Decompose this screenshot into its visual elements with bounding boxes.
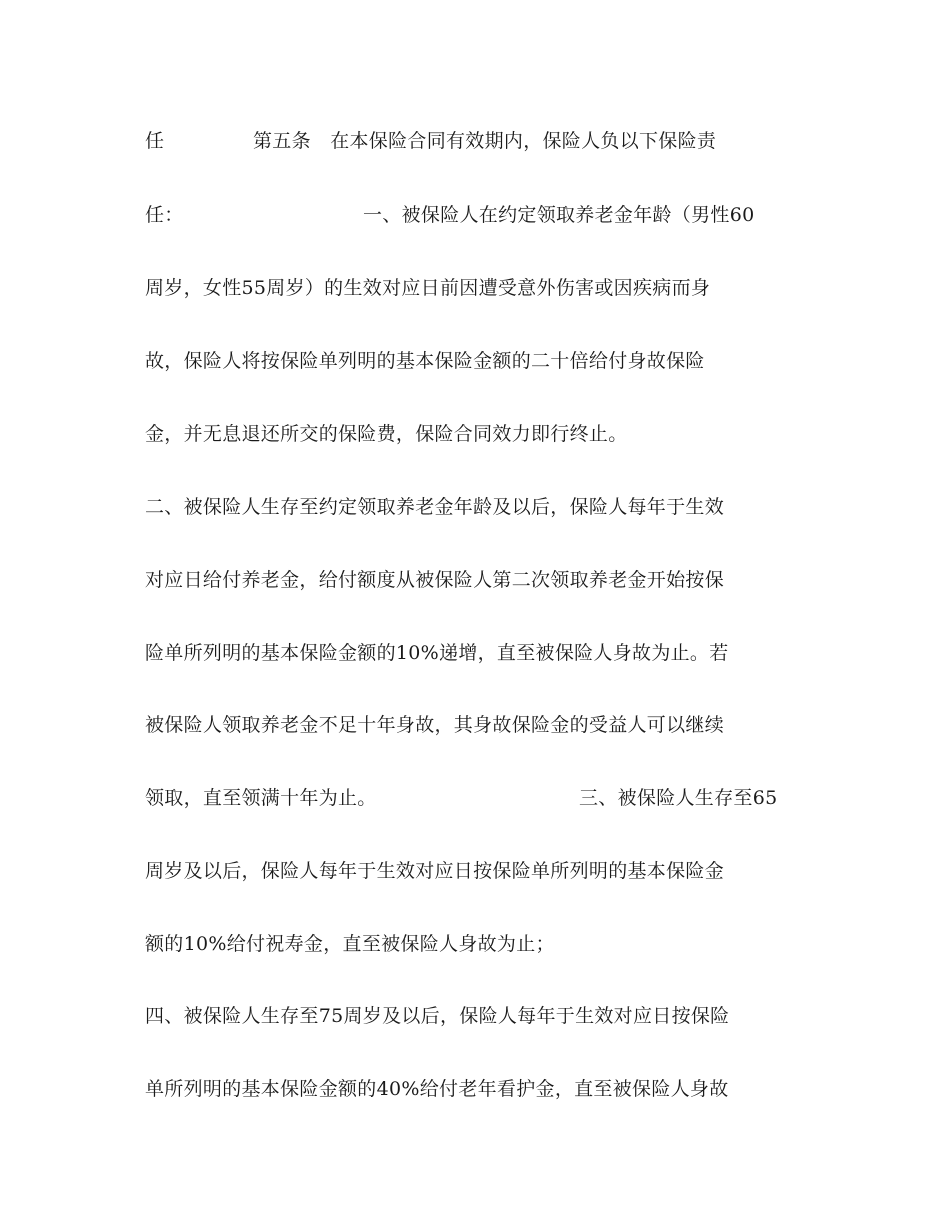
line-10-segment-b: 三、被保险人生存至65 bbox=[579, 787, 778, 809]
line-2-segment-a: 任： bbox=[145, 204, 184, 226]
line-1-segment-a: 任 bbox=[145, 130, 165, 152]
line-7-segment-a: 对应日给付养老金，给付额度从被保险人第二次领取养老金开始按保 bbox=[145, 569, 725, 591]
line-6-segment-a: 二、被保险人生存至约定领取养老金年龄及以后，保险人每年于生效 bbox=[145, 496, 725, 518]
line-1-segment-b: 第五条 在本保险合同有效期内，保险人负以下保险责 bbox=[253, 130, 717, 152]
line-8-segment-a: 险单所列明的基本保险金额的10%递增，直至被保险人身故为止。若 bbox=[145, 642, 729, 664]
line-9-segment-a: 被保险人领取养老金不足十年身故，其身故保险金的受益人可以继续 bbox=[145, 714, 725, 736]
line-5-segment-a: 金，并无息退还所交的保险费，保险合同效力即行终止。 bbox=[145, 423, 628, 445]
line-12-segment-a: 额的10%给付祝寿金，直至被保险人身故为止； bbox=[145, 933, 555, 955]
line-14-segment-a: 单所列明的基本保险金额的40%给付老年看护金，直至被保险人身故 bbox=[145, 1078, 729, 1100]
line-11-segment-a: 周岁及以后，保险人每年于生效对应日按保险单所列明的基本保险金 bbox=[145, 860, 725, 882]
line-13-segment-a: 四、被保险人生存至75周岁及以后，保险人每年于生效对应日按保险 bbox=[145, 1005, 730, 1027]
line-10-segment-a: 领取，直至领满十年为止。 bbox=[145, 787, 377, 809]
line-4-segment-a: 故，保险人将按保险单列明的基本保险金额的二十倍给付身故保险 bbox=[145, 350, 705, 372]
line-2-segment-b: 一、被保险人在约定领取养老金年龄（男性60 bbox=[363, 204, 755, 226]
line-3-segment-a: 周岁，女性55周岁）的生效对应日前因遭受意外伤害或因疾病而身 bbox=[145, 277, 711, 299]
